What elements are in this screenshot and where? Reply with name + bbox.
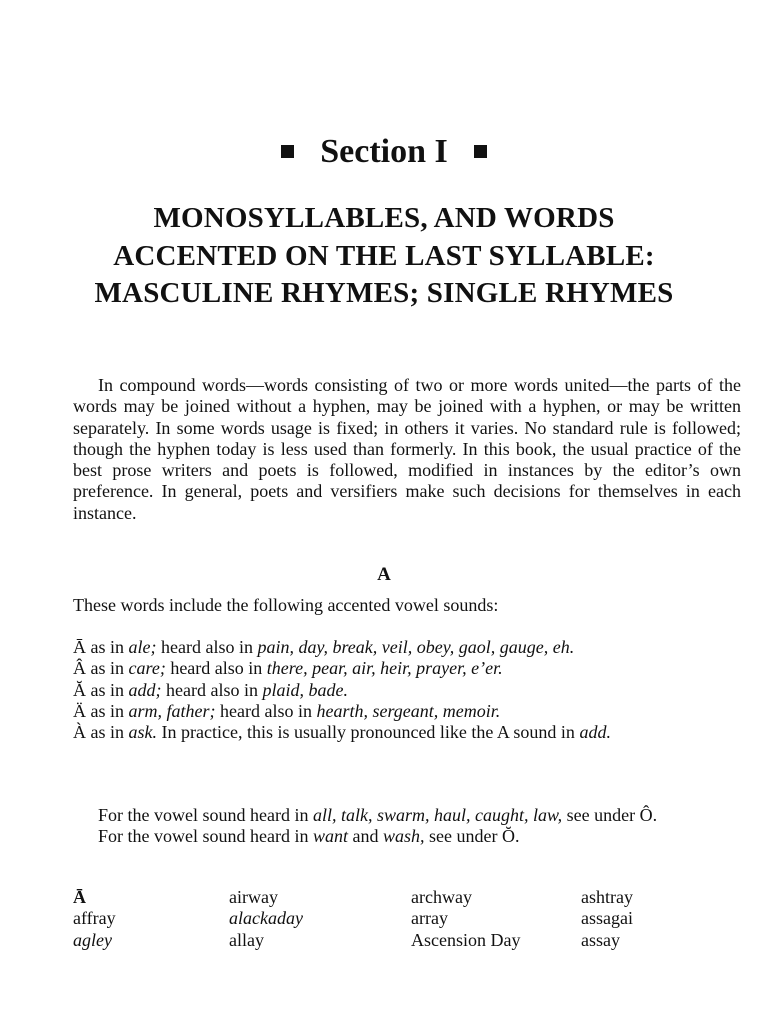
- vowel-heard-text: heard also in: [170, 658, 263, 679]
- vowel-as-in: as in: [90, 637, 124, 657]
- section-heading: [0, 128, 768, 176]
- vowel-as-in: as in: [90, 658, 124, 679]
- word-row: [73, 908, 731, 929]
- rhyme-word-table: [73, 887, 731, 951]
- vowel-as-in: as in: [90, 700, 124, 721]
- vowel-heard-text: heard also in: [220, 700, 312, 721]
- vowel-entry: [73, 680, 741, 701]
- vowel-entry: [73, 701, 741, 722]
- vowel-example: ale;: [128, 637, 157, 657]
- vowel-also: there, pear, air, heir, prayer, e’er.: [266, 658, 503, 679]
- vowel-symbol: Ä: [73, 700, 86, 721]
- see-under-words: wash,: [382, 826, 425, 847]
- word-row: [73, 930, 731, 951]
- vowel-example: add;: [128, 679, 162, 700]
- vowel-also: add.: [579, 722, 611, 743]
- rhyme-word: assay: [581, 929, 620, 950]
- vowel-example: arm, father;: [128, 700, 216, 721]
- letter-heading: A: [377, 564, 391, 585]
- see-under-note: [73, 826, 741, 847]
- vowel-entry: [73, 637, 741, 658]
- vowel-also: pain, day, break, veil, obey, gaol, gauge, eh.: [257, 637, 575, 657]
- vowel-entry: [73, 722, 741, 743]
- vowel-heard-text: In practice, this is usually pronounced like the A sound in: [161, 722, 575, 743]
- vowel-example: care;: [128, 658, 166, 679]
- vowel-heard-text: heard also in: [160, 637, 253, 657]
- square-bullet-icon: [281, 145, 294, 158]
- see-under-words: want: [312, 826, 348, 847]
- rhyme-word: agley: [73, 929, 112, 950]
- vowel-symbol: À: [73, 722, 86, 743]
- see-under-prefix: For the vowel sound heard in: [98, 805, 309, 825]
- rhyme-word: affray: [73, 908, 116, 929]
- see-under-suffix: see under Ŏ.: [429, 826, 520, 847]
- vowel-also: hearth, sergeant, memoir.: [316, 700, 501, 721]
- vowel-symbol: Ă: [73, 679, 86, 700]
- vowel-symbol: Ā: [73, 637, 86, 657]
- vowel-as-in: as in: [90, 679, 124, 700]
- rhyme-word: airway: [229, 887, 278, 907]
- see-under-words: all, talk, swarm, haul, caught, law,: [312, 805, 563, 825]
- vowel-also: plaid, bade.: [262, 679, 348, 700]
- see-under-prefix: For the vowel sound heard in: [98, 826, 309, 847]
- vowel-symbol: Â: [73, 658, 86, 679]
- vowel-as-in: as in: [90, 722, 124, 743]
- vowel-entry: [73, 658, 741, 679]
- rhyme-word: allay: [229, 929, 264, 950]
- word-list-heading: Ā: [73, 887, 86, 907]
- rhyme-word: alackaday: [229, 908, 303, 929]
- chapter-title: MONOSYLLABLES, AND WORDS ACCENTED ON THE LAST SYLLABLE: MASCULINE RHYMES; SINGLE RHYMES: [94, 202, 674, 309]
- rhyme-word: Ascension Day: [411, 929, 521, 950]
- see-under-notes: [73, 805, 741, 848]
- vowel-list: [73, 637, 741, 743]
- word-row: [73, 887, 731, 908]
- section-label: Section I: [320, 133, 448, 170]
- rhyme-word: array: [411, 908, 448, 929]
- see-under-suffix: see under Ô.: [566, 805, 658, 825]
- intro-paragraph: In compound words—words consisting of two or more words united—the parts of the words may be joined without a hyphen, may be joined with a hyphen, or may be written separately. In some words usage is fixed; in others it varies. No standard rule is followed; though the hyphen today is less used than formerly. In this book, the usual practice of the best prose writers and poets is followed, modified in instances by the editor’s own preference. In general, poets and versifiers make such decisions for themselves in each instance.: [73, 375, 741, 523]
- rhyme-word: ashtray: [581, 887, 633, 907]
- vowel-example: ask.: [128, 722, 157, 743]
- see-under-middle: and: [352, 826, 379, 847]
- see-under-note: [73, 805, 741, 826]
- square-bullet-icon: [474, 145, 487, 158]
- rhyme-word: archway: [411, 887, 472, 907]
- rhyme-word: assagai: [581, 908, 633, 929]
- vowel-intro: These words include the following accented vowel sounds:: [73, 595, 499, 615]
- vowel-heard-text: heard also in: [166, 679, 258, 700]
